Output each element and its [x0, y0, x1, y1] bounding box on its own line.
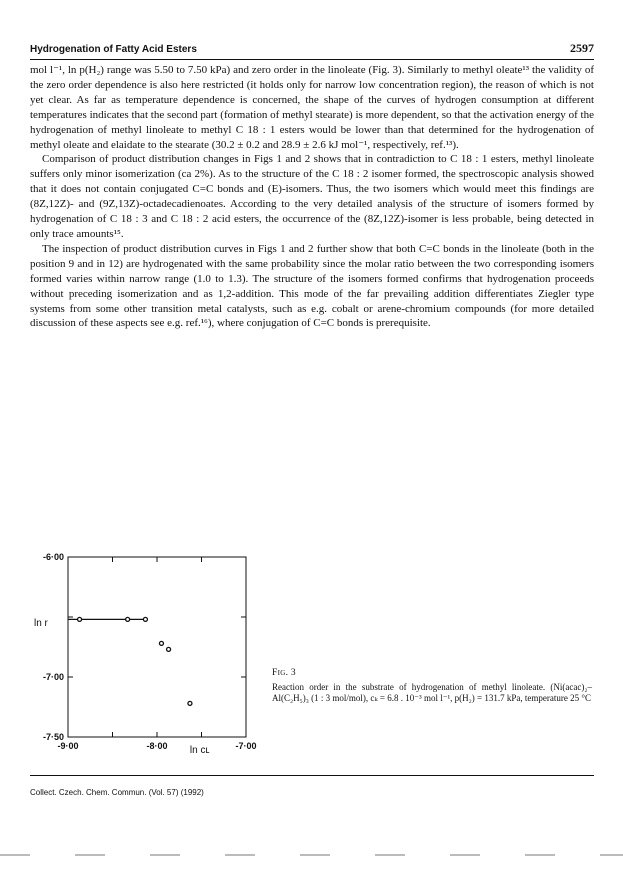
y-axis-label: ln r	[34, 618, 48, 629]
data-point	[78, 617, 82, 621]
journal-footer: Collect. Czech. Chem. Commun. (Vol. 57) (1992)	[30, 788, 204, 797]
data-point	[188, 701, 192, 705]
running-header	[30, 41, 594, 60]
axis-ticks	[68, 557, 246, 737]
figure-label: Fig. 3	[272, 668, 296, 678]
x-axis-label: ln cʟ	[189, 745, 210, 756]
figure-caption-text: Reaction order in the substrate of hydrogenation of methyl linoleate. (Ni(acac)₂–Al(C₂H₅)₃ (1 : 3 mol/mol), cₖ = 6.8 . 10⁻³ mol l⁻¹, p(H₂) = 131.7 kPa, temperature 25 °C	[272, 681, 592, 704]
figure-caption	[272, 668, 592, 705]
x-tick-label: -7·00	[235, 741, 257, 751]
figure-3-chart	[30, 545, 280, 765]
x-tick-label: -9·00	[57, 741, 79, 751]
data-point	[167, 647, 171, 651]
plot-frame	[68, 557, 246, 737]
paragraph-1: mol l⁻¹, ln p(H₂) range was 5.50 to 7.50 kPa) and zero order in the linoleate (Fig. 3). Similarly to methyl oleate¹³ the validity of the zero order dependence is also here restricted (it holds only for narrow low concentration region), the reason of which is not yet clear. As far as temperature dependence is concerned, the shape of the curves of hydrogen consumption at different temperatures indicates that the second part (formation of methyl stearate) is more dependent, so that the activation energy of the hydrogenation of methyl linoleate to methyl C 18 : 1 esters would be lower than that determined for the hydrogenation of methyl oleate and elaidate to the stearate (30.2 ± 0.2 and 28.9 ± 2.6 kJ mol⁻¹, respectively, ref.¹³).	[30, 64, 594, 151]
data-point	[126, 617, 130, 621]
footer-rule	[30, 775, 594, 776]
scan-artifact-dashes	[0, 854, 623, 856]
x-tick-label: -8·00	[146, 741, 168, 751]
y-tick-label: -7·00	[42, 672, 64, 682]
page-number: 2597	[570, 41, 594, 55]
y-tick-label: -6·00	[42, 552, 64, 562]
y-tick-label: -7·50	[42, 732, 64, 742]
paragraph-3: The inspection of product distribution curves in Figs 1 and 2 further show that both C=C bonds in the linoleate (both in the position 9 and in 12) are hydrogenated with the same probability since the molar ratio between the two corresponding isomers formed varies within narrow range (1.0 to 1.3). The structure of the isomers formed confirms that hydrogenation proceeds without preceding isomerization and as 1,2-addition. This mode of the far prevailing addition differentiates Ziegler type systems from some other transition metal catalysts, such as e.g. cobalt or arene-chromium compounds (for more detailed discussion of these aspects see e.g. ref.¹⁶), where conjugation of C=C bonds is prerequisite.	[30, 242, 594, 330]
data-points	[78, 617, 192, 705]
data-point	[159, 641, 163, 645]
plot-border	[68, 557, 246, 737]
axis-labels	[34, 552, 257, 756]
running-title: Hydrogenation of Fatty Acid Esters	[30, 44, 197, 55]
data-point	[143, 617, 147, 621]
article-body	[30, 63, 594, 331]
paragraph-2: Comparison of product distribution changes in Figs 1 and 2 shows that in contradiction to C 18 : 1 esters, methyl linoleate suffers only minor isomerization (ca 2%). As to the structure of the C 18 : 2 isomer formed, the spectroscopic analysis showed that it does not contain conjugated C=C bonds and (E)-isomers. Thus, the two isomers which would meet this findings are (8Z,12Z)- and (9Z,13Z)-octadecadienoates. According to the very detailed analysis of the structure of isomers formed by hydrogenation of C 18 : 3 and C 18 : 2 acid esters, the occurrence of the (8Z,12Z)-isomer is less probable, being detected in only trace amounts¹⁵.	[30, 153, 594, 240]
